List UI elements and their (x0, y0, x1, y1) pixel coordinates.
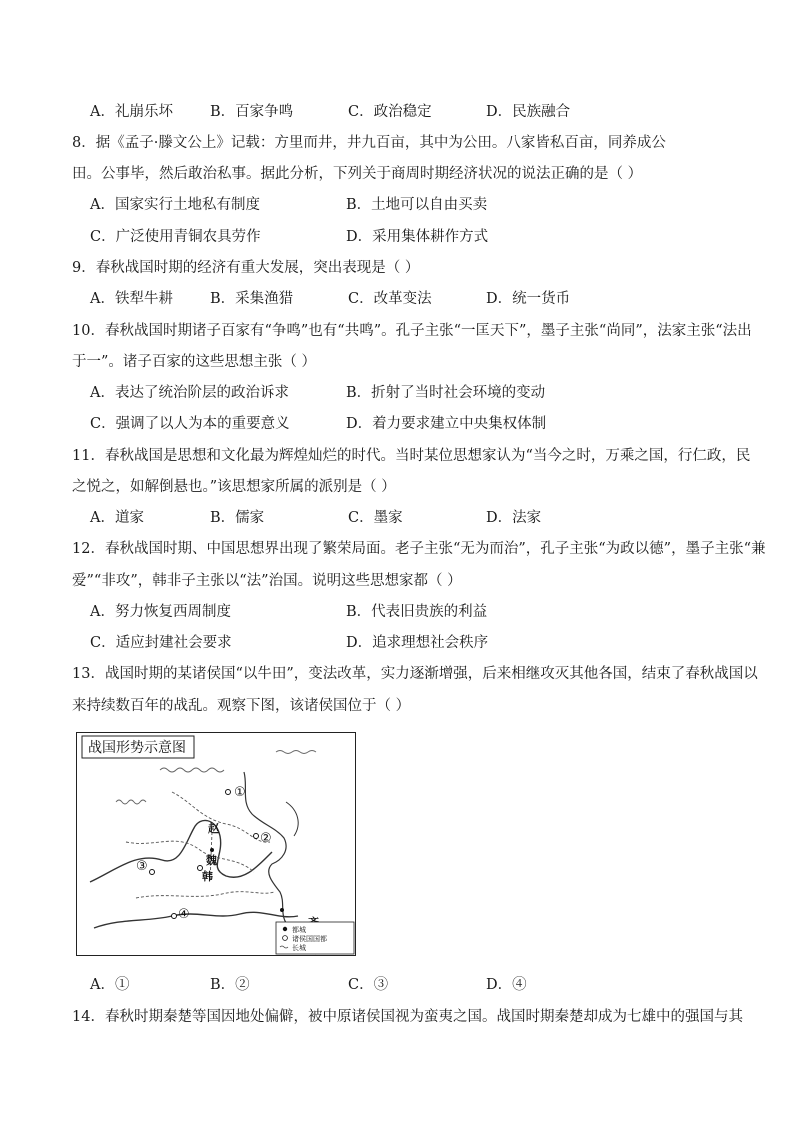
legend-wall-label: 长城 (292, 944, 306, 952)
map-marker-3: ③ (136, 859, 148, 874)
capital-dot-zhao (210, 848, 214, 852)
q11-option-c[interactable]: C．墨家 (348, 510, 403, 526)
q13-option-c[interactable]: C．③ (348, 977, 389, 993)
q11-option-b[interactable]: B．儒家 (210, 510, 265, 526)
q13-option-b[interactable]: B．② (210, 977, 250, 993)
q7-option-d[interactable]: D．民族融合 (486, 104, 571, 120)
q10-option-d[interactable]: D．着力要求建立中央集权体制 (346, 416, 547, 432)
q12-option-a[interactable]: A．努力恢复西周制度 (90, 604, 231, 620)
legend-capital-label: 都城 (292, 926, 306, 934)
capital-dot-1 (226, 790, 231, 795)
capital-dot-wei (198, 866, 203, 871)
legend-state-capital-symbol (283, 936, 288, 941)
q13-stem-line2: 来持续数百年的战乱。观察下图，该诸侯国位于（ ） (72, 698, 411, 714)
map-label-han: 韩 (202, 870, 213, 883)
capital-dot-2 (254, 834, 259, 839)
q12-options-row1 (90, 602, 730, 622)
q12-option-c[interactable]: C．适应封建社会要求 (90, 635, 232, 651)
q12-stem-line2: 爱”“非攻”，韩非子主张以“法”治国。说明这些思想家都（ ） (72, 573, 462, 589)
q10-options-row1 (90, 383, 730, 403)
q9-stem-line1: 9．春秋战国时期的经济有重大发展，突出表现是（ ） (72, 260, 420, 276)
q10-option-a[interactable]: A．表达了统治阶层的政治诉求 (90, 385, 289, 401)
capital-dot-east (280, 908, 284, 912)
q10-option-b[interactable]: B．折射了当时社会环境的变动 (346, 385, 546, 401)
q8-stem-line1: 8．据《孟子·滕文公上》记载：方里而井，井九百亩，其中为公田。八家皆私百亩，同养成公 (72, 135, 666, 151)
q13-option-d[interactable]: D．④ (486, 977, 527, 993)
q9-option-a[interactable]: A．铁犁牛耕 (90, 291, 173, 307)
map-svg (76, 732, 356, 956)
q13-stem-line1: 13．战国时期的某诸侯国“以牛田”，变法改革，实力逐渐增强，后来相继攻灭其他各国，结束了春秋战国以 (72, 666, 758, 682)
q12-option-d[interactable]: D．追求理想社会秩序 (346, 635, 489, 651)
q12-option-b[interactable]: B．代表旧贵族的利益 (346, 604, 488, 620)
q12-options-row2 (90, 633, 730, 653)
capital-dot-3 (150, 870, 155, 875)
q13-options (90, 975, 730, 995)
q9-option-b[interactable]: B．采集渔猎 (210, 291, 294, 307)
q8-option-c[interactable]: C．广泛使用青铜农具劳作 (90, 229, 261, 245)
q11-stem-line1: 11．春秋战国是思想和文化最为辉煌灿烂的时代。当时某位思想家认为“当今之时，万乘之国，行仁政，民 (72, 448, 751, 464)
q10-stem-line1: 10．春秋战国时期诸子百家有“争鸣”也有“共鸣”。孔子主张“一匡天下”，墨子主张“尚同”，法家主张“法出 (72, 323, 752, 339)
map-marker-1: ① (234, 785, 246, 800)
map-marker-2: ② (260, 831, 272, 846)
q8-option-a[interactable]: A．国家实行土地私有制度 (90, 197, 260, 213)
q10-stem-line2: 于一”。诸子百家的这些思想主张（ ） (72, 354, 317, 370)
legend-capital-symbol (283, 927, 287, 931)
q7-options (90, 102, 730, 122)
legend-state-capital-label: 诸侯国国都 (292, 935, 327, 943)
q8-option-b[interactable]: B．土地可以自由买卖 (346, 197, 488, 213)
map-title: 战国形势示意图 (88, 740, 186, 756)
map-label-zhao: 赵 (208, 822, 219, 835)
map-marker-4: ④ (178, 907, 190, 922)
q7-option-c[interactable]: C．政治稳定 (348, 104, 432, 120)
q8-options-row1 (90, 195, 730, 215)
q12-stem-line1: 12．春秋战国时期、中国思想界出现了繁荣局面。老子主张“无为而治”，孔子主张“为政以德”，墨子主张“兼 (72, 541, 766, 557)
map-label-wei: 魏 (206, 854, 217, 867)
capital-dot-4 (172, 914, 177, 919)
q14-stem-line1: 14．春秋时期秦楚等国因地处偏僻，被中原诸侯国视为蛮夷之国。战国时期秦楚却成为七雄中的强国与其 (72, 1009, 743, 1025)
q13-option-a[interactable]: A．① (90, 977, 130, 993)
q11-stem-line2: 之悦之，如解倒悬也。”该思想家所属的派别是（ ） (72, 479, 396, 495)
q7-option-b[interactable]: B．百家争鸣 (210, 104, 294, 120)
q11-options (90, 508, 730, 528)
q8-option-d[interactable]: D．采用集体耕作方式 (346, 229, 489, 245)
q9-option-c[interactable]: C．改革变法 (348, 291, 432, 307)
q7-option-a[interactable]: A．礼崩乐坏 (90, 104, 173, 120)
q11-option-d[interactable]: D．法家 (486, 510, 542, 526)
warring-states-map (76, 732, 356, 956)
q10-option-c[interactable]: C．强调了以人为本的重要意义 (90, 416, 290, 432)
q10-options-row2 (90, 414, 730, 434)
q9-options (90, 289, 730, 309)
q11-option-a[interactable]: A．道家 (90, 510, 144, 526)
q8-stem-line2: 田。公事毕，然后敢治私事。据此分析，下列关于商周时期经济状况的说法正确的是（ ） (72, 166, 643, 182)
q8-options-row2 (90, 227, 730, 247)
q9-option-d[interactable]: D．统一货币 (486, 291, 571, 307)
